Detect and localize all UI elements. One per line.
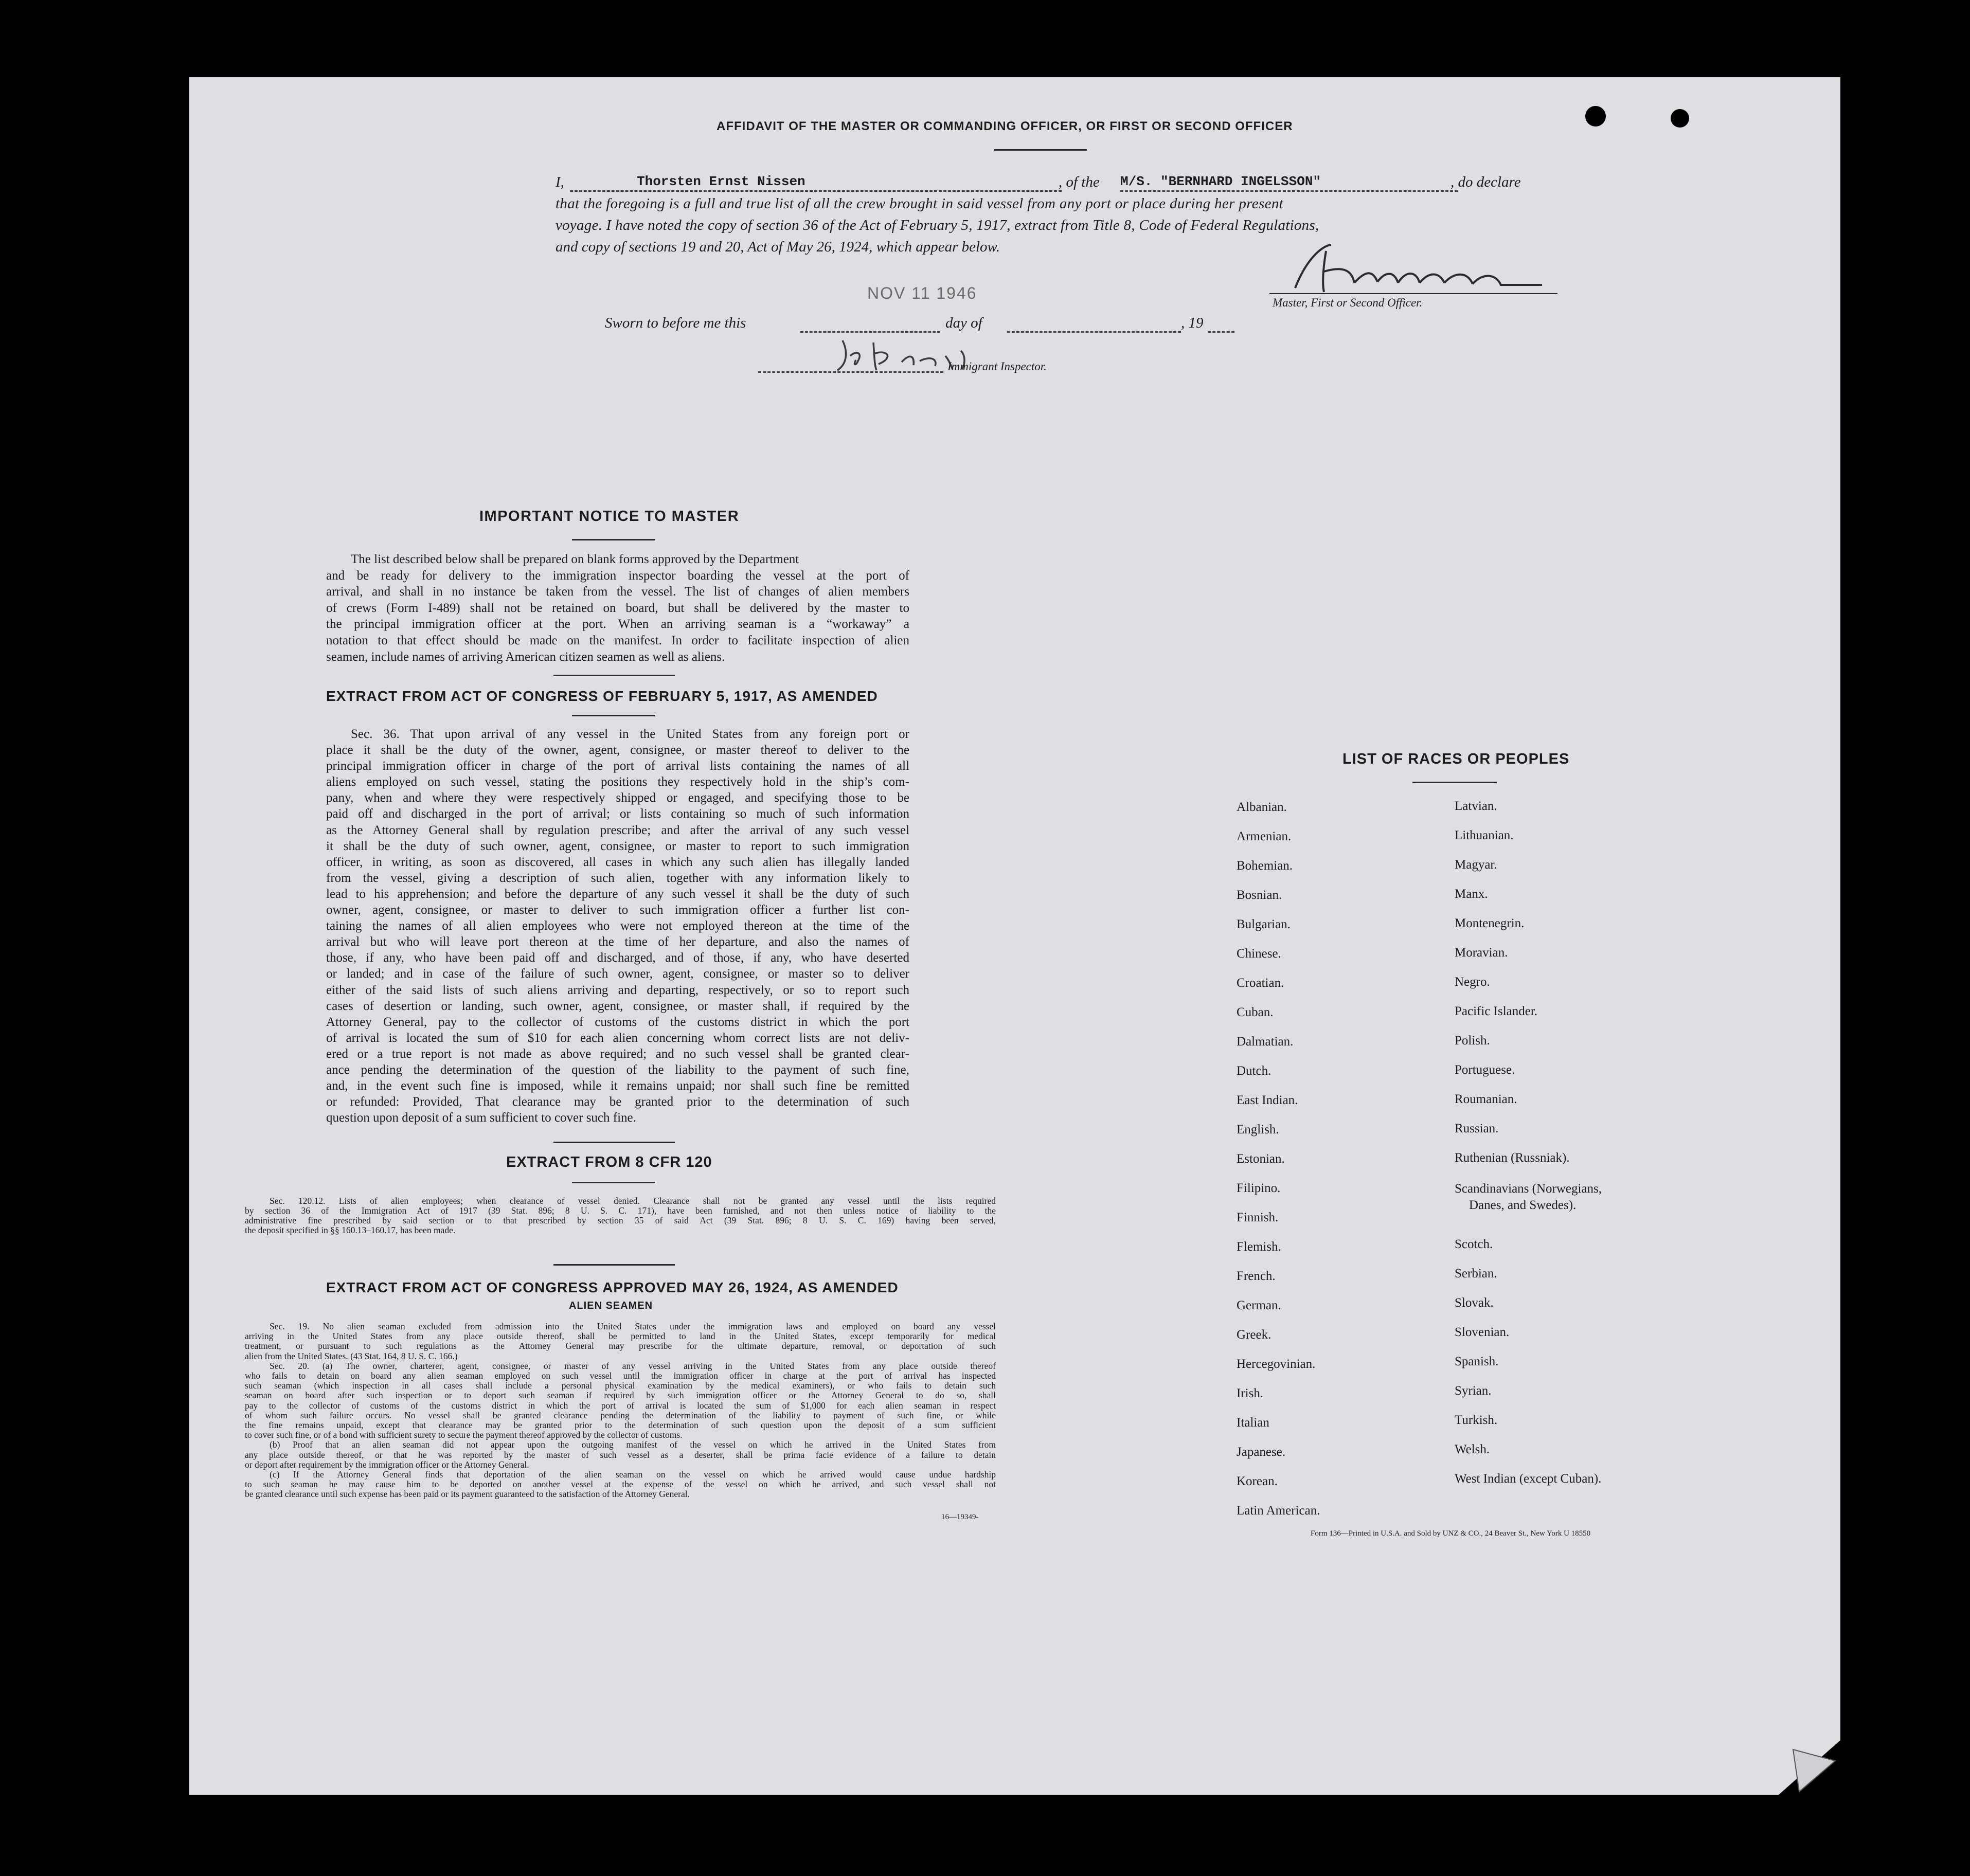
prefix-text: I,	[556, 174, 564, 190]
race-right-item: Serbian.	[1455, 1267, 1497, 1280]
sec-line: or deport after requirement by the immigration officer or the Attorney General.	[245, 1459, 529, 1470]
sec36-line: it shall be the duty of such owner, agent, consignee, or master to report to such immigration	[326, 839, 909, 853]
sec36-line: lead to his apprehension; and before the departure of any such vessel it shall be the duty of such	[326, 887, 909, 901]
notice-line: notation to that effect should be made on the manifest. In order to facilitate inspection of alien	[326, 633, 909, 647]
binder-hole	[1585, 106, 1606, 127]
binder-hole	[1890, 314, 1913, 337]
sec36-line: or refunded: Provided, That clearance may be granted prior to the determination of such	[326, 1095, 909, 1109]
binder-hole	[1890, 1237, 1913, 1261]
divider	[553, 1142, 675, 1143]
binder-hole	[1890, 570, 1913, 593]
race-right-item: Ruthenian (Russniak).	[1455, 1151, 1570, 1165]
sec-line: Sec. 20. (a) The owner, charterer, agent, consignee, or master of any vessel arriving in the United States from any place outside thereof	[270, 1360, 996, 1371]
race-left-item: Japanese.	[1237, 1445, 1286, 1459]
race-left-item: Dutch.	[1237, 1064, 1271, 1078]
race-left-item: Korean.	[1237, 1474, 1278, 1488]
sec-line: pay to the collector of customs of the customs district in which the port of arrival is located the sum of $1,000 for each alien seaman in respect	[245, 1400, 996, 1411]
race-right-item: Polish.	[1455, 1034, 1490, 1048]
year-prefix: , 19	[1181, 315, 1204, 331]
sec36-line: cases of desertion or landing, such owner, agent, consignee, or master shall, if required by the	[326, 999, 909, 1013]
of-the-text: , of the	[1059, 174, 1100, 190]
notice-body	[326, 551, 909, 665]
sec-line: to such seaman he may cause him to be deported on another vessel at the expense of the vessel on which he arrived, and such vessel shall not	[245, 1479, 996, 1490]
race-left-item: Italian	[1237, 1416, 1269, 1430]
sec36-line: from the vessel, giving a description of such alien, together with any information likely to	[326, 871, 909, 885]
extract-cfr-body	[245, 1196, 996, 1235]
form-code: 16—19349-	[941, 1513, 979, 1521]
sec36-line: and, in the event such fine is imposed, while it remains unpaid; nor shall such fine be remitted	[326, 1079, 909, 1093]
race-left-item: Dalmatian.	[1237, 1035, 1294, 1049]
race-right-item: Syrian.	[1455, 1384, 1492, 1398]
extract-1924-subtitle: ALIEN SEAMEN	[569, 1300, 653, 1311]
race-left-item: East Indian.	[1237, 1093, 1298, 1107]
sec-line: treatment, or pursuant to such regulations as the Attorney General may prescribe for the ultimate departure, removal, or deportation of such	[245, 1341, 996, 1351]
sec-line: the fine remains unpaid, except that clearance may be granted prior to the determination of such question upon the deposit of a sum sufficient	[245, 1420, 996, 1431]
race-right-item: Negro.	[1455, 975, 1490, 989]
cfr-line: by section 36 of the Immigration Act of 1917 (39 Stat. 896; 8 U. S. C. 171), have been furnished, and not then unless notice of liability to the	[245, 1205, 996, 1216]
notice-line: and be ready for delivery to the immigration inspector boarding the vessel at the port of	[326, 568, 909, 583]
divider	[553, 675, 675, 676]
sec-line: (c) If the Attorney General finds that deportation of the alien seaman on the vessel on which he arrived would cause undue hardship	[270, 1469, 996, 1480]
sec36-line: place it shall be the duty of the owner, agent, consignee, or master thereof to deliver to the	[326, 743, 909, 757]
vessel-line	[1120, 190, 1458, 192]
master-caption: Master, First or Second Officer.	[1273, 296, 1423, 309]
notice-line: arrival, and shall in no instance be taken from the vessel. The list of changes of alien members	[326, 585, 909, 599]
declaration-line-4: and copy of sections 19 and 20, Act of May 26, 1924, which appear below.	[556, 239, 1000, 255]
race-right-item: Turkish.	[1455, 1413, 1498, 1427]
race-right-item: Spanish.	[1455, 1355, 1499, 1368]
sec-line: seaman on board after such inspection or to deport such seaman if required by such immigration officer or the Attorney General to do so, shall	[245, 1390, 996, 1401]
sec-line: be granted clearance until such expense has been paid or its payment guaranteed to the satisfaction of the Attorney General.	[245, 1489, 690, 1500]
race-right-item: Russian.	[1455, 1122, 1499, 1135]
sec36-line: question upon deposit of a sum sufficient to cover such fine.	[326, 1111, 636, 1125]
sec36-line: of arrival is located the sum of $10 for each alien concerning whom correct lists are not deliv-	[326, 1031, 909, 1045]
binder-hole	[1671, 109, 1689, 128]
sec36-line: Attorney General, pay to the collector of customs of the customs district in which the port	[326, 1015, 909, 1029]
race-right-item: Roumanian.	[1455, 1092, 1517, 1106]
race-right-item: Magyar.	[1455, 858, 1497, 872]
binder-hole	[1890, 1482, 1913, 1506]
race-right-item: Latvian.	[1455, 799, 1497, 813]
sec-line: of whom such failure occurs. No vessel shall be granted clearance pending the determination of the liability to payment of such fine, or while	[245, 1410, 996, 1420]
divider	[994, 149, 1087, 151]
race-left-item: Finnish.	[1237, 1211, 1279, 1224]
date-stamp: NOV 11 1946	[867, 284, 977, 302]
race-right-item: Slovak.	[1455, 1296, 1494, 1310]
race-left-item: Hercegovinian.	[1237, 1357, 1316, 1371]
declaration-line-3: voyage. I have noted the copy of section 36 of the Act of February 5, 1917, extract from Title 8, Code of Federal Regulations,	[556, 217, 1319, 233]
name-line	[570, 190, 1062, 192]
divider	[553, 1264, 675, 1266]
extract-1924-body	[245, 1322, 996, 1500]
sec-line: Sec. 19. No alien seaman excluded from admission into the United States under the immigration laws and employed on board any vessel	[270, 1321, 996, 1331]
sec36-line: aliens employed on such vessel, stating the positions they respectively hold in the ship’s com-	[326, 775, 909, 789]
affidavit-title: AFFIDAVIT OF THE MASTER OR COMMANDING OFFICER, OR FIRST OR SECOND OFFICER	[717, 119, 1293, 133]
races-title: LIST OF RACES OR PEOPLES	[1342, 751, 1570, 767]
sec36-line: Sec. 36. That upon arrival of any vessel in the United States from any foreign port or	[351, 727, 909, 741]
extract-1917-title: EXTRACT FROM ACT OF CONGRESS OF FEBRUARY 5, 1917, AS AMENDED	[326, 688, 878, 704]
race-left-item: English.	[1237, 1123, 1279, 1137]
notice-line: seamen, include names of arriving American citizen seamen as well as aliens.	[326, 650, 725, 664]
sec-line: alien from the United States. (43 Stat. 164, 8 U. S. C. 166.)	[245, 1350, 458, 1361]
declaration-line-2: that the foregoing is a full and true list of all the crew brought in said vessel from any port or place during her present	[556, 195, 1284, 212]
sec36-line: as the Attorney General shall by regulation prescribe; and after the arrival of any such vessel	[326, 823, 909, 837]
divider	[572, 539, 655, 540]
cfr-line: the deposit specified in §§ 160.13–160.17, has been made.	[245, 1225, 456, 1235]
cfr-line: Sec. 120.12. Lists of alien employees; when clearance of vessel denied. Clearance shall not be granted any vessel until the lists required	[270, 1196, 996, 1206]
sec36-line: pany, when and where they were respectively shipped or engaged, and specifying those to be	[326, 791, 909, 805]
sworn-day-line	[800, 331, 940, 333]
race-right-item: Portuguese.	[1455, 1063, 1515, 1077]
sec36-line: owner, agent, consignee, or master to deliver to such immigration officer a further list con-	[326, 903, 909, 917]
inspector-line	[758, 371, 943, 373]
race-right-item: Pacific Islander.	[1455, 1004, 1538, 1018]
race-left-item: Bosnian.	[1237, 888, 1282, 902]
notice-line: the principal immigration officer at the port. When an arriving seaman is a “workaway” a	[326, 617, 909, 632]
vessel-name: M/S. "BERNHARD INGELSSON"	[1120, 174, 1321, 189]
race-right-item: Welsh.	[1455, 1442, 1490, 1456]
sec36-line: either of the said lists of such aliens arriving and departing, respectively, or so to report such	[326, 983, 909, 997]
sec36-line: or landed; and in case of the failure of such owner, agent, consignee, or master so to deliver	[326, 967, 909, 981]
race-right-item: West Indian (except Cuban).	[1455, 1472, 1602, 1486]
race-left-item: German.	[1237, 1298, 1281, 1312]
binder-hole	[1890, 226, 1913, 250]
sec36-line: taining the names of all alien employees who were not employed thereon at the time of the	[326, 919, 909, 933]
race-left-item: Filipino.	[1237, 1181, 1281, 1195]
divider	[572, 715, 655, 716]
sec-line: arriving in the United States from any place outside thereof, shall be permitted to land in the United States, except temporarily for medical	[245, 1331, 996, 1342]
inspector-caption: Immigrant Inspector.	[947, 360, 1047, 373]
race-right-item: Danes, and Swedes).	[1469, 1198, 1577, 1212]
race-left-item: French.	[1237, 1269, 1276, 1283]
sec-line: to cover such fine, or of a bond with sufficient surety to secure the payment thereof approved by the collector of customs.	[245, 1430, 683, 1440]
sworn-text: Sworn to before me this	[605, 315, 746, 331]
race-left-item: Bohemian.	[1237, 859, 1293, 873]
day-of-text: day of	[945, 315, 982, 331]
race-right-item: Manx.	[1455, 887, 1488, 901]
binder-hole	[1890, 1570, 1913, 1593]
race-left-item: Armenian.	[1237, 829, 1292, 843]
race-left-item: Albanian.	[1237, 800, 1287, 814]
sec-line: who fails to detain on board any alien seaman employed on such vessel until the immigration officer in charge at the port of arrival has inspected	[245, 1370, 996, 1381]
race-left-item: Greek.	[1237, 1328, 1271, 1342]
divider	[572, 1182, 655, 1183]
binder-hole	[1890, 1150, 1913, 1174]
cfr-line: administrative fine prescribed by said section or to that prescribed by section 35 of said Act (39 Stat. 896; 8 U. S. C. 169) having been served,	[245, 1215, 996, 1225]
sec-line: (b) Proof that an alien seaman did not appear upon the outgoing manifest of the vessel on which he arrived in the United States from	[270, 1439, 996, 1450]
divider	[1412, 782, 1497, 783]
document-page	[189, 77, 1840, 1795]
race-left-item: Latin American.	[1237, 1504, 1320, 1518]
sec36-line: arrival but who will leave port thereon at the time of her departure, and also the names of	[326, 935, 909, 949]
race-right-item: Scotch.	[1455, 1237, 1493, 1251]
extract-cfr-title: EXTRACT FROM 8 CFR 120	[506, 1154, 712, 1170]
sec36-line: officer, in writing, as soon as discovered, all cases in which any such alien has illegally landed	[326, 855, 909, 869]
declare-text: , do declare	[1450, 174, 1521, 190]
race-left-item: Estonian.	[1237, 1152, 1285, 1166]
race-left-item: Croatian.	[1237, 976, 1284, 990]
notice-title: IMPORTANT NOTICE TO MASTER	[479, 508, 740, 525]
race-right-item: Slovenian.	[1455, 1325, 1510, 1339]
form-printer-info: Form 136—Printed in U.S.A. and Sold by UNZ & CO., 24 Beaver St., New York U 18550	[1311, 1529, 1591, 1538]
sec-line: any place outside thereof, or that he was reported by the master of such vessel as a deserter, shall be prima facie evidence of a failure to detain	[245, 1449, 996, 1460]
race-right-item: Scandinavians (Norwegians,	[1455, 1182, 1602, 1196]
race-right-item: Moravian.	[1455, 946, 1508, 960]
sworn-year-line	[1208, 331, 1234, 333]
folded-corner	[1779, 1740, 1840, 1795]
sec36-line: those, if any, who have been paid off and discharged, and of those, if any, who have deserted	[326, 951, 909, 965]
race-right-item: Lithuanian.	[1455, 828, 1514, 842]
signature-line	[1269, 293, 1557, 294]
extract-1917-body	[326, 726, 909, 1126]
officer-name: Thorsten Ernst Nissen	[637, 174, 805, 189]
race-left-item: Irish.	[1237, 1386, 1264, 1400]
sec-line: such seaman (which inspection in all cases shall include a personal physical examination by the medical examiners), or who fails to detain such	[245, 1380, 996, 1391]
notice-line: of crews (Form I-489) shall not be retained on board, but shall be delivered by the master to	[326, 601, 909, 615]
race-left-item: Flemish.	[1237, 1240, 1281, 1254]
race-left-item: Bulgarian.	[1237, 917, 1291, 931]
race-left-item: Cuban.	[1237, 1005, 1274, 1019]
sworn-month-line	[1007, 331, 1181, 333]
binder-hole	[1890, 658, 1913, 682]
extract-1924-title: EXTRACT FROM ACT OF CONGRESS APPROVED MAY 26, 1924, AS AMENDED	[326, 1279, 899, 1295]
sec36-line: ance pending the determination of the question of the liability to the payment of such fine,	[326, 1062, 909, 1077]
sec36-line: paid off and discharged in the port of arrival; or lists containing so much of such information	[326, 807, 909, 821]
sec36-line: ered or a true report is not made as above required; and no such vessel shall be granted clear-	[326, 1047, 909, 1061]
race-right-item: Montenegrin.	[1455, 916, 1525, 930]
sec36-line: principal immigration officer in charge of the port of arrival lists containing the names of all	[326, 759, 909, 773]
notice-line: The list described below shall be prepared on blank forms approved by the Department	[351, 552, 799, 566]
race-left-item: Chinese.	[1237, 947, 1281, 961]
